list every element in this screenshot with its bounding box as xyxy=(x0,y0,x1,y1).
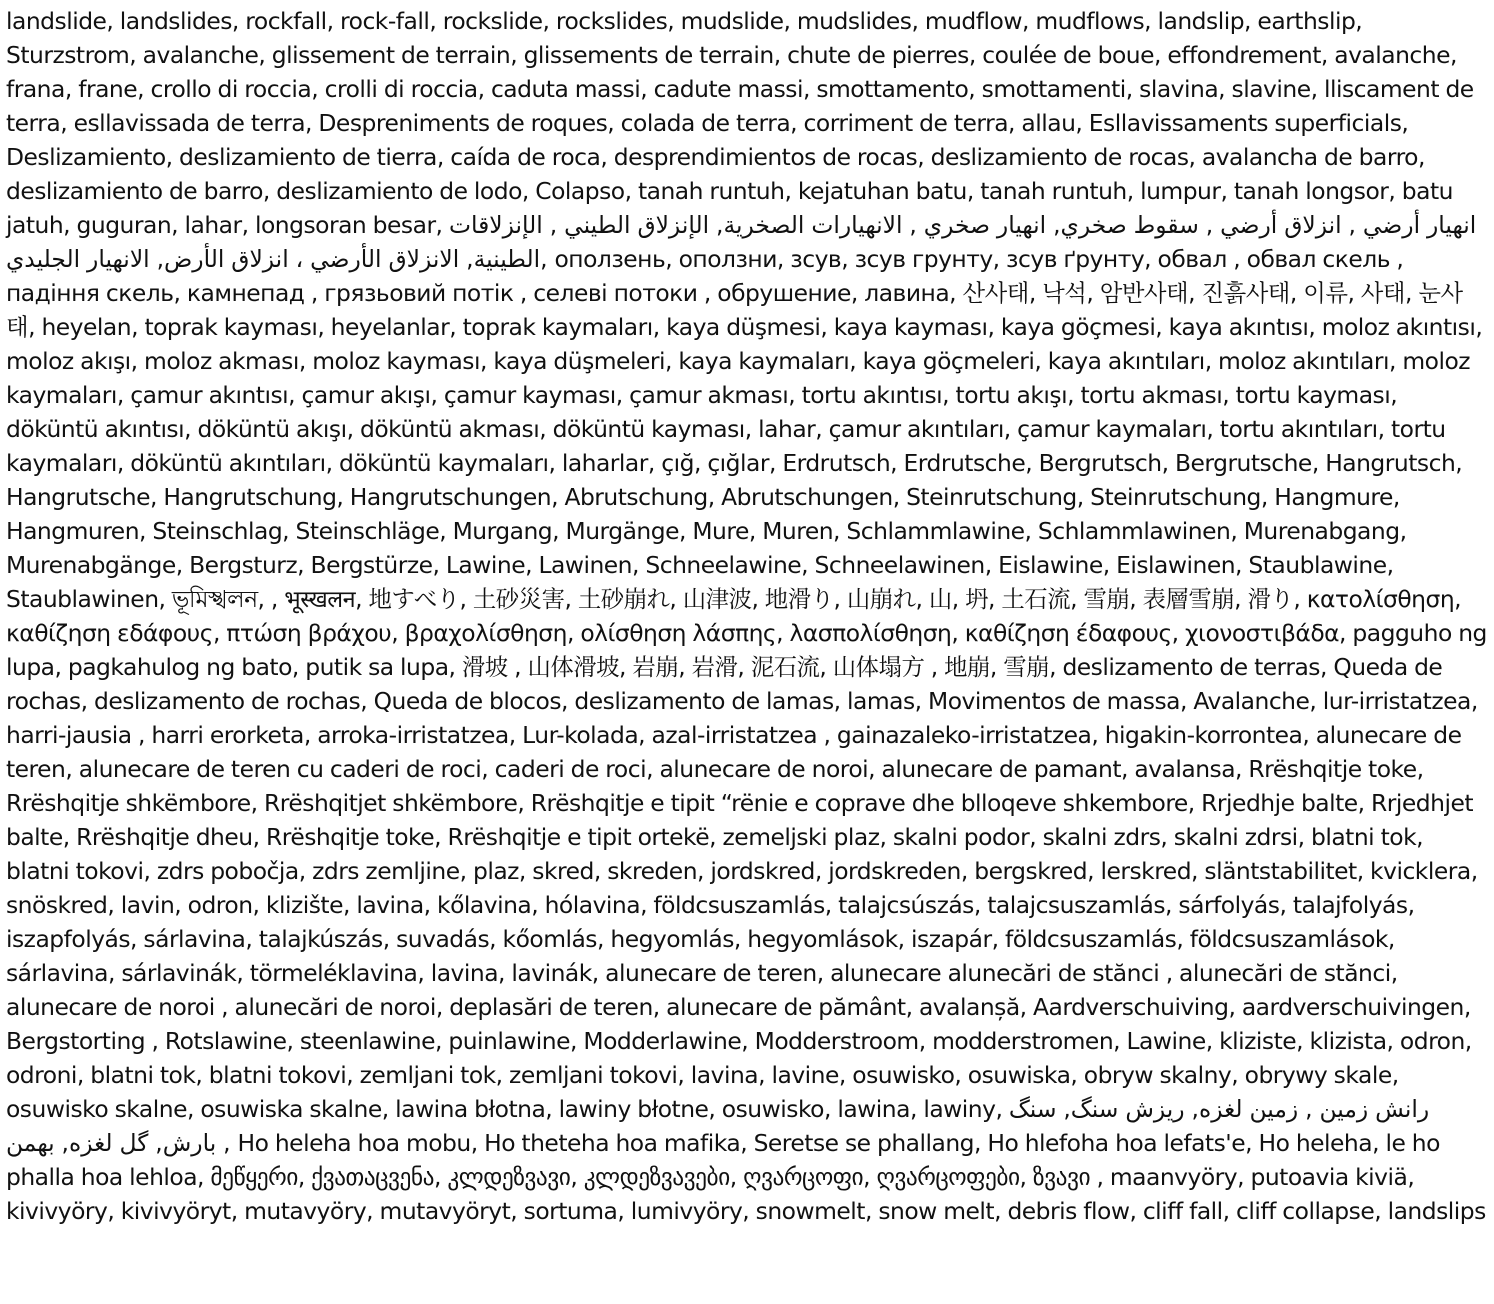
landslide-keyword-list: landslide, landslides, rockfall, rock-fall, rockslide, rockslides, mudslide, mudslides, mudflow, mudflows, landslip, earthslip, Sturzstrom, avalanche, glissement de terrain, glissements de terrain, chute de pierres, coulée de boue, effondrement, avalanche, frana, frane, crollo di roccia, crolli di roccia, caduta massi, cadute massi, smottamento, smottamenti, slavina, slavine, lliscament de terra, esllavissada de terra, Despreniments de roques, colada de terra, corriment de terra, allau, Esllavissaments superficials, Deslizamiento, deslizamiento de tierra, caída de roca, desprendimientos de rocas, deslizamiento de rocas, avalancha de barro, deslizamiento de barro, deslizamiento de lodo, Colapso, tanah runtuh, kejatuhan batu, tanah runtuh, lumpur, tanah longsor, batu jatuh, guguran, lahar, longsoran besar, انهيار أرضي , انزلاق أرضي , سقوط صخري, انهيار صخري , الانهيارات الصخرية, الإنزلاق الطيني , الإنزلاقات الطينية, الانزلاق الأرضي ، انزلاق الأرض, الانهيار الجليدي, оползень, оползни, зсув, зсув грунту, зсув ґрунту, обвал , обвал скель , падіння скель, камнепад , грязьовий потік , селеві потоки , обрушение, лавина, 산사태, 낙석, 암반사태, 진흙사태, 이류, 사태, 눈사태, heyelan, toprak kayması, heyelanlar, toprak kaymaları, kaya düşmesi, kaya kayması, kaya göçmesi, kaya akıntısı, moloz akıntısı, moloz akışı, moloz akması, moloz kayması, kaya düşmeleri, kaya kaymaları, kaya göçmeleri, kaya akıntıları, moloz akıntıları, moloz kaymaları, çamur akıntısı, çamur akışı, çamur kayması, çamur akması, tortu akıntısı, tortu akışı, tortu akması, tortu kayması, döküntü akıntısı, döküntü akışı, döküntü akması, döküntü kayması, lahar, çamur akıntıları, çamur kaymaları, tortu akıntıları, tortu kaymaları, döküntü akıntıları, döküntü kaymaları, laharlar, çığ, çığlar, Erdrutsch, Erdrutsche, Bergrutsch, Bergrutsche, Hangrutsch, Hangrutsche, Hangrutschung, Hangrutschungen, Abrutschung, Abrutschungen, Steinrutschung, Steinrutschung, Hangmure, Hangmuren, Steinschlag, Steinschläge, Murgang, Murgänge, Mure, Muren, Schlammlawine, Schlammlawinen, Murenabgang, Murenabgänge, Bergsturz, Bergstürze, Lawine, Lawinen, Schneelawine, Schneelawinen, Eislawine, Eislawinen, Staublawine, Staublawinen, ভূমিস্খলন, , भूस्खलन, 地すべり, 土砂災害, 土砂崩れ, 山津波, 地滑り, 山崩れ, 山, 坍, 土石流, 雪崩, 表層雪崩, 滑り, κατολίσθηση, καθίζηση εδάφους, πτώση βράχου, βραχολίσθηση, ολίσθηση λάσπης, λασπολίσθηση, καθίζηση έδαφους, χιονοστιβάδα, pagguho ng lupa, pagkahulog ng bato, putik sa lupa, 滑坡 , 山体滑坡, 岩崩, 岩滑, 泥石流, 山体塌方 , 地崩, 雪崩, deslizamento de terras, Queda de rochas, deslizamento de rochas, Queda de blocos, deslizamento de lamas, lamas, Movimentos de massa, Avalanche, lur-irristatzea, harri-jausia , harri erorketa, arroka-irristatzea, Lur-kolada, azal-irristatzea , gainazaleko-irristatzea, higakin-korrontea, alunecare de teren, alunecare de teren cu caderi de roci, caderi de roci, alunecare de noroi, alunecare de pamant, avalansa, Rrëshqitje toke, Rrëshqitje shkëmbore, Rrëshqitjet shkëmbore, Rrëshqitje e tipit “rënie e coprave dhe blloqeve shkembore, Rrjedhje balte, Rrjedhjet balte, Rrëshqitje dheu, Rrëshqitje toke, Rrëshqitje e tipit ortekë, zemeljski plaz, skalni podor, skalni zdrs, skalni zdrsi, blatni tok, blatni tokovi, zdrs pobočja, zdrs zemljine, plaz, skred, skreden, jordskred, jordskreden, bergskred, lerskred, släntstabilitet, kvicklera, snöskred, lavin, odron, klizište, lavina, kőlavina, hólavina, földcsuszamlás, talajcsúszás, talajcsuszamlás, sárfolyás, talajfolyás, iszapfolyás, sárlavina, talajkúszás, suvadás, kőomlás, hegyomlás, hegyomlások, iszapár, földcsuszamlás, földcsuszamlások, sárlavina, sárlavinák, törmeléklavina, lavina, lavinák, alunecare de teren, alunecare alunecări de stănci , alunecări de stănci, alunecare de noroi , alunecări de noroi, deplasări de teren, alunecare de pământ, avalanșă, Aardverschuiving, aardverschuivingen, Bergstorting , Rotslawine, steenlawine, puinlawine, Modderlawine, Modderstroom, modderstromen, Lawine, kliziste, klizista, odron, odroni, blatni tok, blatni tokovi, zemljani tok, zemljani tokovi, lavina, lavine, osuwisko, osuwiska, obryw skalny, obrywy skale, osuwisko skalne, osuwiska skalne, lawina błotna, lawiny błotne, osuwisko, lawina, lawiny, رانش زمین , زمین لغزه, ریزش سنگ, سنگ بارش, گل لغزه, بهمن , Ho heleha hoa mobu, Ho theteha hoa mafika, Seretse se phallang, Ho hlefoha hoa lefats'e, Ho heleha, le ho phalla hoa lehloa, მეწყერი, ქვათაცვენა, კლდეზვავი, კლდეზვავები, ღვარცოფი, ღვარცოფები, ზვავი , maanvyöry, putoavia kiviä, kivivyöry, kivivyöryt, mutavyöry, mutavyöryt, sortuma, lumivyöry, snowmelt, snow melt, debris flow, cliff fall, cliff collapse, landslips xyxy=(6,7,1487,1225)
